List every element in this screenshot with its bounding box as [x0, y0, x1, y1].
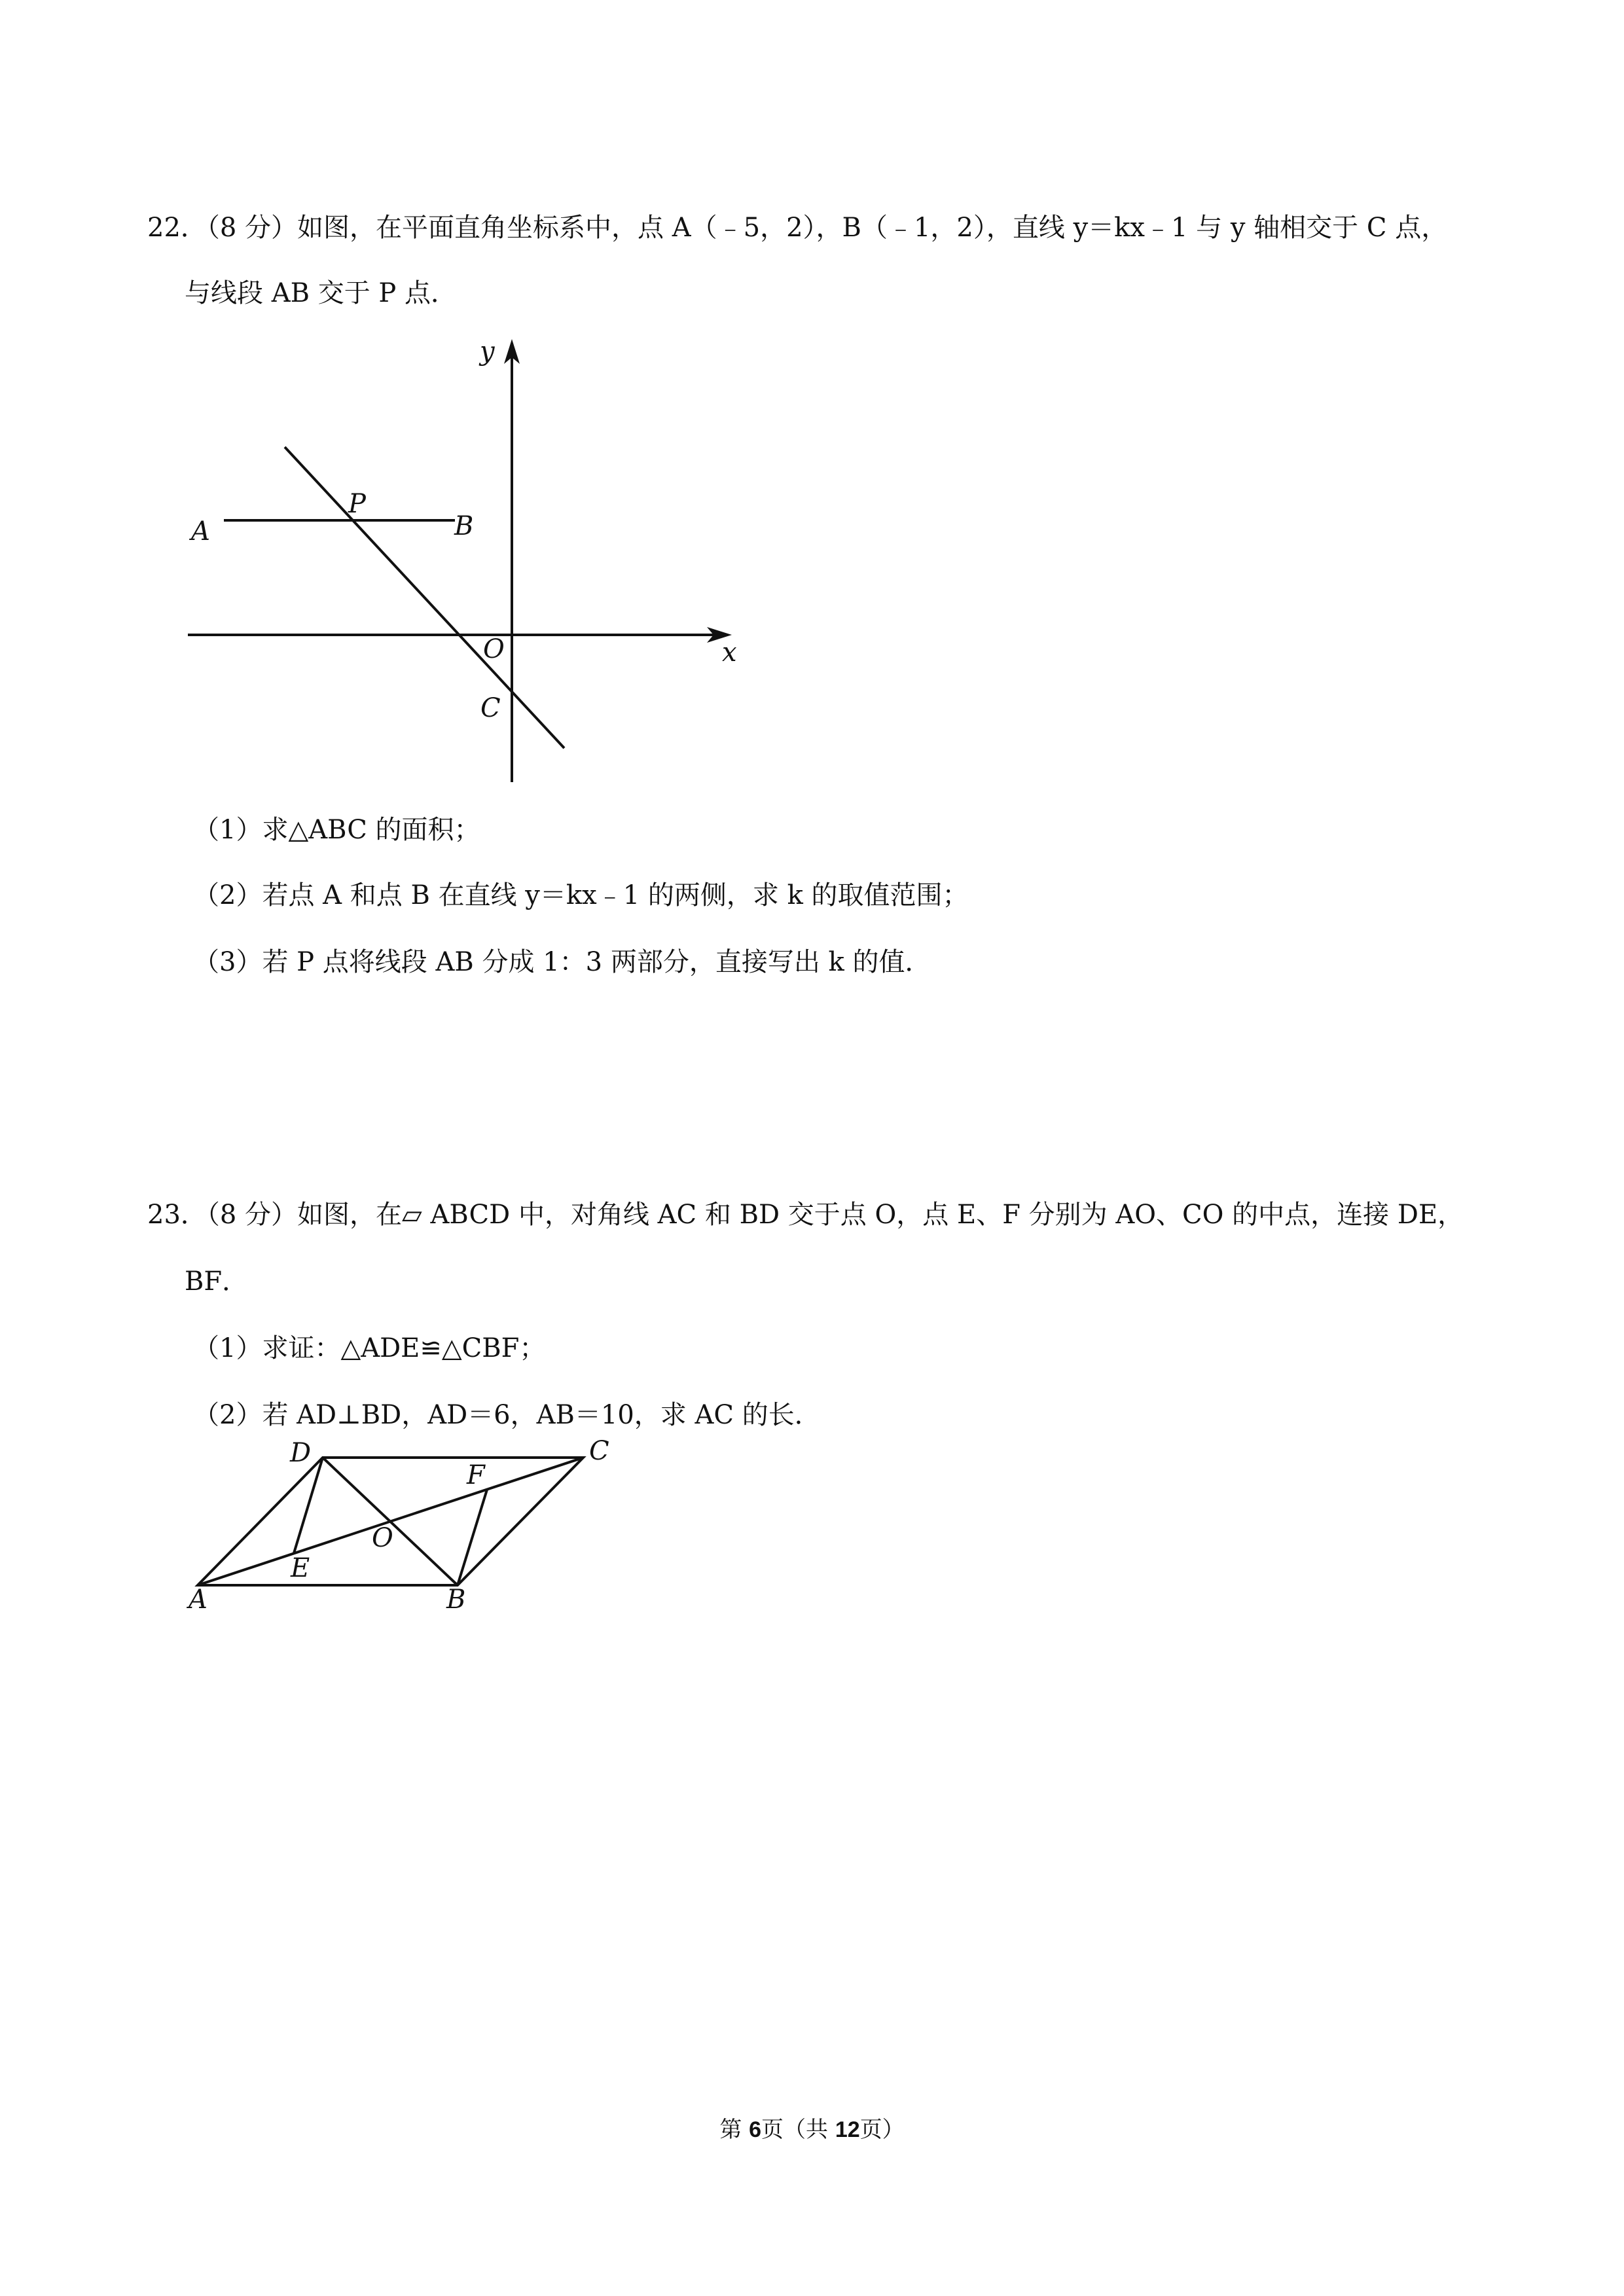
q23-sub1: （1）求证：△ADE≌△CBF； — [193, 1333, 546, 1363]
q23-diagonal-bd — [323, 1458, 458, 1585]
footer-middle: 页（共 — [761, 2117, 835, 2143]
q23-label-f: F — [467, 1460, 485, 1490]
footer-page-number: 6 — [749, 2117, 762, 2142]
q23-stem-line1: 23．（8 分）如图，在▱ ABCD 中，对角线 AC 和 BD 交于点 O，点 E、F 分别为 AO、CO 的中点，连接 DE， — [147, 1200, 1464, 1230]
q23-label-c: C — [589, 1436, 609, 1466]
q22-stem-line1: 22．（8 分）如图，在平面直角坐标系中，点 A（﹣5，2），B（﹣1，2），直线 y＝kx﹣1 与 y 轴相交于 C 点， — [147, 213, 1448, 243]
q23-sub2: （2）若 AD⊥BD，AD＝6，AB＝10，求 AC 的长． — [193, 1400, 821, 1430]
footer-prefix: 第 — [719, 2117, 749, 2143]
q22-stem-line2: 与线段 AB 交于 P 点． — [185, 278, 458, 308]
q23-label-o: O — [372, 1523, 393, 1553]
q23-label-e: E — [291, 1553, 310, 1583]
q22-label-a: A — [191, 516, 210, 547]
q22-sub3: （3）若 P 点将线段 AB 分成 1：3 两部分，直接写出 k 的值． — [193, 947, 931, 977]
q23-label-a: A — [189, 1585, 208, 1615]
q22-label-x: x — [722, 637, 737, 668]
q22-sub1: （1）求△ABC 的面积； — [193, 815, 480, 845]
q23-label-b: B — [446, 1585, 466, 1615]
q22-sub2: （2）若点 A 和点 B 在直线 y＝kx﹣1 的两侧，求 k 的取值范围； — [193, 880, 969, 910]
q22-label-b: B — [454, 511, 474, 541]
footer-suffix: 页） — [859, 2117, 905, 2143]
footer-total-pages: 12 — [835, 2117, 860, 2142]
q23-stem-line2: BF． — [185, 1266, 249, 1297]
q22-label-p: P — [348, 489, 366, 519]
q22-label-y: y — [480, 336, 495, 367]
q22-label-c: C — [480, 693, 501, 723]
q23-label-d: D — [290, 1438, 312, 1468]
q22-label-o: O — [483, 634, 505, 664]
page-footer — [0, 2115, 1624, 2144]
